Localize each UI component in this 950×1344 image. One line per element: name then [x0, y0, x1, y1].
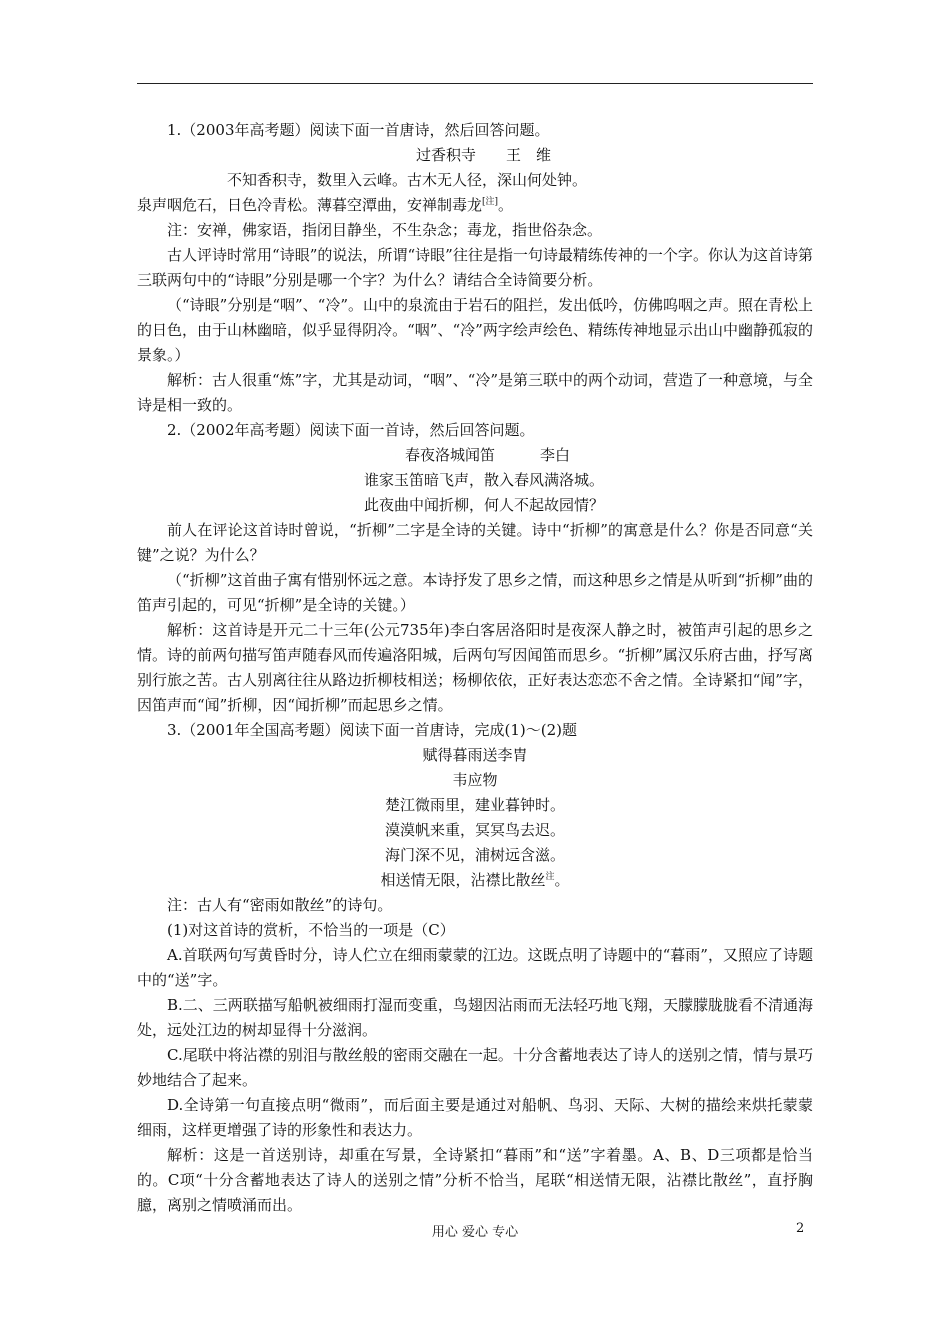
q2-header: 2.（2002年高考题）阅读下面一首诗，然后回答问题。: [167, 421, 535, 439]
q1-note-mark: [注]: [482, 197, 499, 207]
header-rule: [137, 83, 813, 84]
q3-poem-title: 赋得暮雨送李胄: [422, 746, 528, 764]
q3-poem-author: 韦应物: [452, 771, 498, 789]
q3-note-mark: 注: [545, 872, 555, 882]
page-number: 2: [796, 1221, 805, 1236]
q1-question: 古人评诗时常用“诗眼”的说法，所谓“诗眼”往往是指一句诗最精练传神的一个字。你认为这首诗第三联两句中的“诗眼”分别是哪一个字？为什么？请结合全诗简要分析。: [137, 246, 813, 289]
q1-poem-line2-text: 泉声咽危石，日色冷青松。薄暮空潭曲，安禅制毒龙: [137, 196, 483, 214]
q3-poem-line4: [137, 868, 813, 893]
q2-poem-title: 春夜洛城闻笛 李白: [405, 446, 571, 464]
q3-note: 注：古人有“密雨如散丝”的诗句。: [167, 896, 393, 914]
q3-poem-line1: 楚江微雨里，建业暮钟时。: [384, 796, 565, 814]
q2-answer: （“折柳”这首曲子寓有惜别怀远之意。本诗抒发了思乡之情，而这种思乡之情是从听到“折柳”曲的笛声引起的，可见“折柳”是全诗的关键。）: [137, 571, 813, 614]
footer-text: 用心 爱心 专心: [431, 1225, 519, 1240]
q2-poem-line2: 此夜曲中闻折柳，何人不起故园情？: [364, 496, 605, 514]
q1-poem-line1: 不知香积寺，数里入云峰。古木无人径，深山何处钟。: [227, 171, 588, 189]
q3-header: 3.（2001年全国高考题）阅读下面一首唐诗，完成(1)～(2)题: [167, 721, 577, 739]
q3-poem-line2: 漠漠帆来重，冥冥鸟去迟。: [384, 821, 565, 839]
q1-poem-line2-end: 。: [498, 196, 514, 214]
page-footer: [0, 1221, 950, 1241]
q3-poem-line4-end: 。: [554, 871, 570, 889]
q3-option-d: D.全诗第一句直接点明“微雨”，而后面主要是通过对船帆、鸟羽、天际、大树的描绘来烘托蒙蒙细雨，这样更增强了诗的形象性和表达力。: [137, 1096, 813, 1139]
q1-answer: （“诗眼”分别是“咽”、“冷”。山中的泉流由于岩石的阻拦，发出低吟，仿佛呜咽之声。照在青松上的日色，由于山林幽暗，似乎显得阴冷。“咽”、“冷”两字绘声绘色、精练传神地显示出山中幽静孤寂的景象。）: [137, 296, 814, 364]
q3-poem-line4-text: 相送情无限，沾襟比散丝: [380, 871, 546, 889]
q3-analysis: 解析：这是一首送别诗，却重在写景，全诗紧扣“暮雨”和“送”字着墨。A、B、D三项都是恰当的。C项“十分含蓄地表达了诗人的送别之情”分析不恰当，尾联“相送情无限，沾襟比散丝”，直抒胸臆，离别之情喷涌而出。: [137, 1146, 813, 1214]
q3-option-c: C.尾联中将沾襟的别泪与散丝般的密雨交融在一起。十分含蓄地表达了诗人的送别之情，情与景巧妙地结合了起来。: [137, 1046, 813, 1089]
q2-poem-line1: 谁家玉笛暗飞声，散入春风满洛城。: [364, 471, 605, 489]
page-content: [137, 118, 813, 1218]
q2-analysis: 解析：这首诗是开元二十三年(公元735年)李白客居洛阳时是夜深人静之时，被笛声引起的思乡之情。诗的前两句描写笛声随春风而传遍洛阳城，后两句写因闻笛而思乡。“折柳”属汉乐府古曲，抒写离别行旅之苦。古人别离往往从路边折柳枝相送；杨柳依依，正好表达恋恋不舍之情。全诗紧扣“闻”字，因笛声而“闻”折柳，因“闻折柳”而起思乡之情。: [137, 621, 813, 714]
q1-analysis: 解析：古人很重“炼”字，尤其是动词，“咽”、“冷”是第三联中的两个动词，营造了一种意境，与全诗是相一致的。: [137, 371, 814, 414]
q3-poem-line3: 海门深不见，浦树远含滋。: [384, 846, 565, 864]
q1-poem-line2: [137, 193, 813, 218]
q3-sub-question: (1)对这首诗的赏析，不恰当的一项是（C）: [167, 921, 455, 939]
q1-note: 注：安禅，佛家语，指闭目静坐，不生杂念；毒龙，指世俗杂念。: [167, 221, 603, 239]
q1-poem-title: 过香积寺 王 维: [416, 146, 552, 164]
q1-header: 1.（2003年高考题）阅读下面一首唐诗，然后回答问题。: [167, 121, 550, 139]
q3-option-a: A.首联两句写黄昏时分，诗人伫立在细雨蒙蒙的江边。这既点明了诗题中的“暮雨”，又照应了诗题中的“送”字。: [137, 946, 813, 989]
q2-question: 前人在评论这首诗时曾说，“折柳”二字是全诗的关键。诗中“折柳”的寓意是什么？你是否同意“关键”之说？为什么？: [137, 521, 813, 564]
q3-option-b: B.二、三两联描写船帆被细雨打湿而变重，鸟翅因沾雨而无法轻巧地飞翔，天朦朦胧胧看不清通海处，远处江边的树却显得十分滋润。: [137, 996, 813, 1039]
